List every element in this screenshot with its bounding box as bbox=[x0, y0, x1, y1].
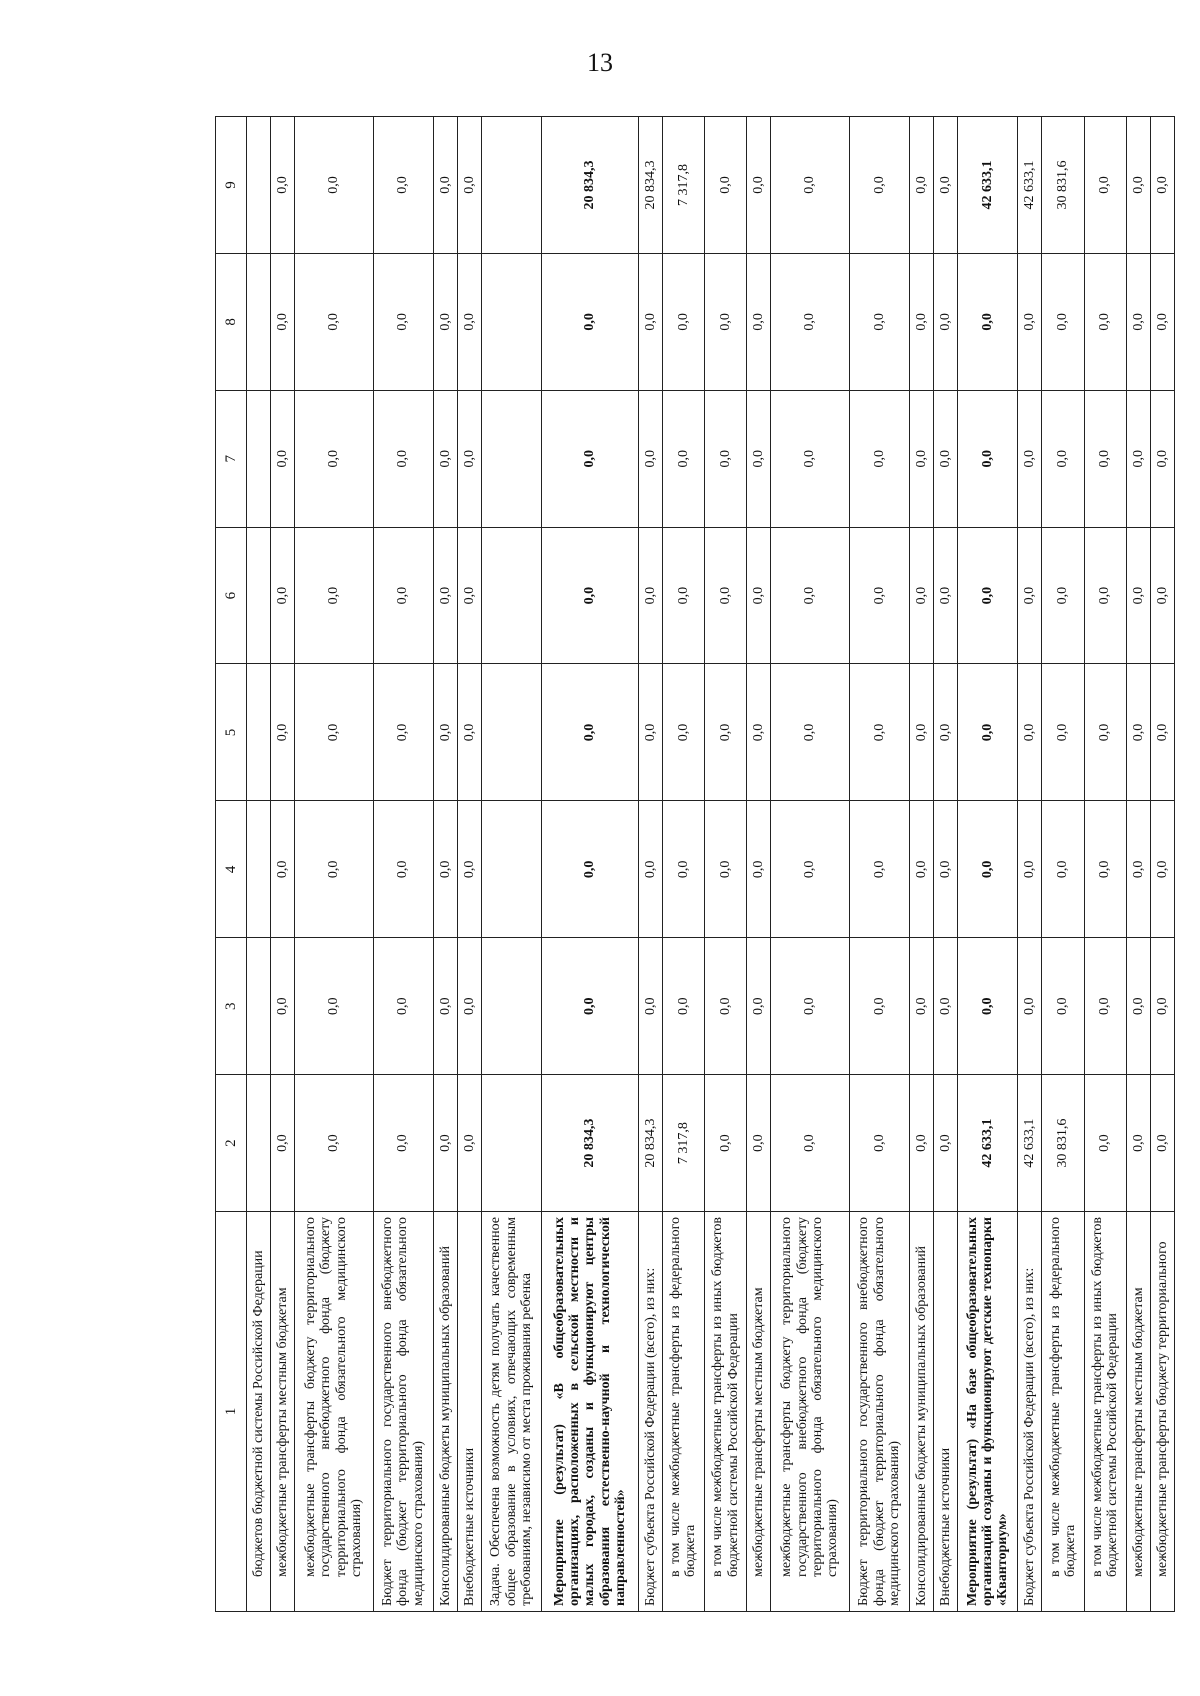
cell-col-5: 0,0 bbox=[1150, 664, 1174, 801]
cell-col-6 bbox=[247, 527, 271, 664]
cell-col-2: 0,0 bbox=[433, 1075, 457, 1212]
cell-col-8: 0,0 bbox=[958, 253, 1018, 390]
cell-col-9: 0,0 bbox=[771, 117, 849, 254]
cell-col-9: 0,0 bbox=[934, 117, 958, 254]
cell-col-4: 0,0 bbox=[1126, 801, 1150, 938]
cell-col-2: 30 831,6 bbox=[1042, 1075, 1084, 1212]
cell-col-4: 0,0 bbox=[1084, 801, 1126, 938]
cell-col-6: 0,0 bbox=[662, 527, 704, 664]
cell-col-7: 0,0 bbox=[271, 390, 295, 527]
col-header-5: 5 bbox=[216, 664, 247, 801]
cell-col-4: 0,0 bbox=[910, 801, 934, 938]
table-row bbox=[271, 117, 295, 1612]
cell-col-2: 0,0 bbox=[457, 1075, 481, 1212]
cell-col-3: 0,0 bbox=[638, 938, 662, 1075]
table-row bbox=[1126, 117, 1150, 1612]
cell-col-6: 0,0 bbox=[457, 527, 481, 664]
row-label: в том числе межбюджетные трансферты из федерального бюджета bbox=[1042, 1212, 1084, 1612]
cell-col-9: 7 317,8 bbox=[662, 117, 704, 254]
cell-col-3 bbox=[247, 938, 271, 1075]
cell-col-2: 0,0 bbox=[747, 1075, 771, 1212]
cell-col-5: 0,0 bbox=[747, 664, 771, 801]
cell-col-4: 0,0 bbox=[542, 801, 639, 938]
row-label: межбюджетные трансферты бюджету территориального bbox=[1150, 1212, 1174, 1612]
row-label: Бюджет субъекта Российской Федерации (всего), из них: bbox=[1018, 1212, 1042, 1612]
cell-col-8 bbox=[481, 253, 541, 390]
row-label: Мероприятие (результат) «В общеобразовательных организациях, расположенных в сельской местности и малых городах, созданы и функционируют центры образования естественно-научной и технологической направленностей» bbox=[542, 1212, 639, 1612]
cell-col-3: 0,0 bbox=[1150, 938, 1174, 1075]
table-row bbox=[662, 117, 704, 1612]
col-header-4: 4 bbox=[216, 801, 247, 938]
cell-col-8 bbox=[247, 253, 271, 390]
table-row bbox=[295, 117, 373, 1612]
table-row bbox=[373, 117, 433, 1612]
cell-col-8: 0,0 bbox=[295, 253, 373, 390]
cell-col-5: 0,0 bbox=[705, 664, 747, 801]
cell-col-8: 0,0 bbox=[910, 253, 934, 390]
cell-col-5: 0,0 bbox=[542, 664, 639, 801]
cell-col-3: 0,0 bbox=[747, 938, 771, 1075]
cell-col-9: 0,0 bbox=[1126, 117, 1150, 254]
cell-col-2: 0,0 bbox=[271, 1075, 295, 1212]
row-label: межбюджетные трансферты местным бюджетам bbox=[747, 1212, 771, 1612]
cell-col-9: 0,0 bbox=[373, 117, 433, 254]
cell-col-4: 0,0 bbox=[433, 801, 457, 938]
cell-col-6: 0,0 bbox=[934, 527, 958, 664]
cell-col-5: 0,0 bbox=[1126, 664, 1150, 801]
cell-col-2: 42 633,1 bbox=[958, 1075, 1018, 1212]
cell-col-3: 0,0 bbox=[433, 938, 457, 1075]
cell-col-6: 0,0 bbox=[1150, 527, 1174, 664]
cell-col-7 bbox=[481, 390, 541, 527]
table-row bbox=[542, 117, 639, 1612]
cell-col-2: 0,0 bbox=[849, 1075, 909, 1212]
cell-col-3: 0,0 bbox=[662, 938, 704, 1075]
cell-col-2: 0,0 bbox=[934, 1075, 958, 1212]
cell-col-7: 0,0 bbox=[1084, 390, 1126, 527]
budget-table bbox=[215, 116, 1175, 1612]
cell-col-6 bbox=[481, 527, 541, 664]
cell-col-3: 0,0 bbox=[1084, 938, 1126, 1075]
cell-col-9 bbox=[247, 117, 271, 254]
cell-col-4: 0,0 bbox=[1042, 801, 1084, 938]
cell-col-9: 30 831,6 bbox=[1042, 117, 1084, 254]
cell-col-2: 42 633,1 bbox=[1018, 1075, 1042, 1212]
cell-col-7: 0,0 bbox=[662, 390, 704, 527]
cell-col-7: 0,0 bbox=[934, 390, 958, 527]
row-label: Внебюджетные источники bbox=[934, 1212, 958, 1612]
cell-col-2: 0,0 bbox=[373, 1075, 433, 1212]
cell-col-9: 0,0 bbox=[747, 117, 771, 254]
cell-col-3: 0,0 bbox=[1018, 938, 1042, 1075]
cell-col-4: 0,0 bbox=[295, 801, 373, 938]
col-header-1: 1 bbox=[216, 1212, 247, 1612]
row-label: бюджетов бюджетной системы Российской Федерации bbox=[247, 1212, 271, 1612]
cell-col-2: 0,0 bbox=[1126, 1075, 1150, 1212]
row-label: межбюджетные трансферты местным бюджетам bbox=[1126, 1212, 1150, 1612]
cell-col-2 bbox=[481, 1075, 541, 1212]
cell-col-7: 0,0 bbox=[457, 390, 481, 527]
table-row bbox=[849, 117, 909, 1612]
col-header-9: 9 bbox=[216, 117, 247, 254]
cell-col-3: 0,0 bbox=[934, 938, 958, 1075]
cell-col-7: 0,0 bbox=[433, 390, 457, 527]
cell-col-6: 0,0 bbox=[1018, 527, 1042, 664]
cell-col-5 bbox=[481, 664, 541, 801]
col-header-7: 7 bbox=[216, 390, 247, 527]
cell-col-7: 0,0 bbox=[295, 390, 373, 527]
cell-col-9: 0,0 bbox=[1084, 117, 1126, 254]
cell-col-6: 0,0 bbox=[1084, 527, 1126, 664]
cell-col-3: 0,0 bbox=[705, 938, 747, 1075]
col-header-2: 2 bbox=[216, 1075, 247, 1212]
cell-col-4: 0,0 bbox=[271, 801, 295, 938]
cell-col-5 bbox=[247, 664, 271, 801]
table-row bbox=[705, 117, 747, 1612]
cell-col-8: 0,0 bbox=[1084, 253, 1126, 390]
cell-col-8: 0,0 bbox=[1042, 253, 1084, 390]
row-label: Бюджет территориального государственного внебюджетного фонда (бюджет территориального фонда обязательного медицинского страхования) bbox=[373, 1212, 433, 1612]
cell-col-6: 0,0 bbox=[849, 527, 909, 664]
row-label: Внебюджетные источники bbox=[457, 1212, 481, 1612]
cell-col-9 bbox=[481, 117, 541, 254]
cell-col-8: 0,0 bbox=[1018, 253, 1042, 390]
cell-col-7: 0,0 bbox=[542, 390, 639, 527]
cell-col-7: 0,0 bbox=[1042, 390, 1084, 527]
table-row bbox=[958, 117, 1018, 1612]
cell-col-9: 20 834,3 bbox=[542, 117, 639, 254]
cell-col-6: 0,0 bbox=[433, 527, 457, 664]
cell-col-3: 0,0 bbox=[771, 938, 849, 1075]
row-label: межбюджетные трансферты бюджету территориального государственного внебюджетного фонда (бюджету территориального фонда обязательного медицинского страхования) bbox=[771, 1212, 849, 1612]
cell-col-3: 0,0 bbox=[910, 938, 934, 1075]
cell-col-3: 0,0 bbox=[295, 938, 373, 1075]
cell-col-5: 0,0 bbox=[849, 664, 909, 801]
row-label: Задача. Обеспечена возможность детям получать качественное общее образование в условиях, отвечающих современным требованиям, независимо от места проживания ребенка bbox=[481, 1212, 541, 1612]
table-row bbox=[910, 117, 934, 1612]
row-label: Консолидированные бюджеты муниципальных образований bbox=[433, 1212, 457, 1612]
cell-col-8: 0,0 bbox=[433, 253, 457, 390]
cell-col-9: 0,0 bbox=[910, 117, 934, 254]
cell-col-2: 0,0 bbox=[295, 1075, 373, 1212]
table-row bbox=[747, 117, 771, 1612]
cell-col-9: 0,0 bbox=[1150, 117, 1174, 254]
cell-col-7: 0,0 bbox=[771, 390, 849, 527]
cell-col-5: 0,0 bbox=[934, 664, 958, 801]
cell-col-6: 0,0 bbox=[638, 527, 662, 664]
cell-col-9: 0,0 bbox=[433, 117, 457, 254]
cell-col-3: 0,0 bbox=[1042, 938, 1084, 1075]
cell-col-2: 20 834,3 bbox=[542, 1075, 639, 1212]
cell-col-6: 0,0 bbox=[271, 527, 295, 664]
row-label: Мероприятие (результат) «На базе общеобразовательных организаций созданы и функционируют детские технопарки «Кванториум» bbox=[958, 1212, 1018, 1612]
cell-col-2: 0,0 bbox=[1150, 1075, 1174, 1212]
cell-col-5: 0,0 bbox=[638, 664, 662, 801]
cell-col-2: 0,0 bbox=[910, 1075, 934, 1212]
col-header-8: 8 bbox=[216, 253, 247, 390]
col-header-3: 3 bbox=[216, 938, 247, 1075]
cell-col-3: 0,0 bbox=[271, 938, 295, 1075]
cell-col-7: 0,0 bbox=[1126, 390, 1150, 527]
cell-col-4: 0,0 bbox=[638, 801, 662, 938]
cell-col-4: 0,0 bbox=[958, 801, 1018, 938]
cell-col-4 bbox=[481, 801, 541, 938]
table-row bbox=[1018, 117, 1042, 1612]
cell-col-8: 0,0 bbox=[271, 253, 295, 390]
cell-col-5: 0,0 bbox=[958, 664, 1018, 801]
cell-col-6: 0,0 bbox=[1126, 527, 1150, 664]
cell-col-5: 0,0 bbox=[1084, 664, 1126, 801]
cell-col-7: 0,0 bbox=[910, 390, 934, 527]
cell-col-7: 0,0 bbox=[1018, 390, 1042, 527]
col-header-6: 6 bbox=[216, 527, 247, 664]
cell-col-5: 0,0 bbox=[295, 664, 373, 801]
cell-col-8: 0,0 bbox=[849, 253, 909, 390]
cell-col-8: 0,0 bbox=[771, 253, 849, 390]
cell-col-6: 0,0 bbox=[747, 527, 771, 664]
row-label: межбюджетные трансферты бюджету территориального государственного внебюджетного фонда (бюджету территориального фонда обязательного медицинского страхования) bbox=[295, 1212, 373, 1612]
row-label: межбюджетные трансферты местным бюджетам bbox=[271, 1212, 295, 1612]
table-row bbox=[638, 117, 662, 1612]
cell-col-9: 0,0 bbox=[295, 117, 373, 254]
cell-col-4: 0,0 bbox=[849, 801, 909, 938]
cell-col-8: 0,0 bbox=[542, 253, 639, 390]
table-row bbox=[934, 117, 958, 1612]
cell-col-3: 0,0 bbox=[373, 938, 433, 1075]
cell-col-8: 0,0 bbox=[705, 253, 747, 390]
cell-col-8: 0,0 bbox=[1126, 253, 1150, 390]
cell-col-5: 0,0 bbox=[433, 664, 457, 801]
row-label: в том числе межбюджетные трансферты из иных бюджетов бюджетной системы Российской Федерации bbox=[1084, 1212, 1126, 1612]
cell-col-7: 0,0 bbox=[638, 390, 662, 527]
cell-col-7: 0,0 bbox=[958, 390, 1018, 527]
cell-col-5: 0,0 bbox=[1018, 664, 1042, 801]
cell-col-4: 0,0 bbox=[747, 801, 771, 938]
cell-col-3: 0,0 bbox=[542, 938, 639, 1075]
cell-col-6: 0,0 bbox=[542, 527, 639, 664]
cell-col-2: 0,0 bbox=[771, 1075, 849, 1212]
table-row bbox=[433, 117, 457, 1612]
cell-col-3: 0,0 bbox=[457, 938, 481, 1075]
cell-col-4: 0,0 bbox=[457, 801, 481, 938]
cell-col-4: 0,0 bbox=[1150, 801, 1174, 938]
cell-col-6: 0,0 bbox=[958, 527, 1018, 664]
cell-col-6: 0,0 bbox=[705, 527, 747, 664]
cell-col-9: 0,0 bbox=[849, 117, 909, 254]
cell-col-5: 0,0 bbox=[662, 664, 704, 801]
cell-col-5: 0,0 bbox=[910, 664, 934, 801]
cell-col-9: 0,0 bbox=[705, 117, 747, 254]
cell-col-5: 0,0 bbox=[271, 664, 295, 801]
cell-col-3 bbox=[481, 938, 541, 1075]
row-label: в том числе межбюджетные трансферты из федерального бюджета bbox=[662, 1212, 704, 1612]
cell-col-7: 0,0 bbox=[705, 390, 747, 527]
header-row bbox=[216, 117, 247, 1612]
table-row bbox=[1084, 117, 1126, 1612]
cell-col-8: 0,0 bbox=[747, 253, 771, 390]
cell-col-7 bbox=[247, 390, 271, 527]
cell-col-7: 0,0 bbox=[747, 390, 771, 527]
table-row bbox=[1150, 117, 1174, 1612]
cell-col-4: 0,0 bbox=[662, 801, 704, 938]
cell-col-8: 0,0 bbox=[373, 253, 433, 390]
cell-col-8: 0,0 bbox=[934, 253, 958, 390]
cell-col-4: 0,0 bbox=[1018, 801, 1042, 938]
cell-col-4 bbox=[247, 801, 271, 938]
cell-col-6: 0,0 bbox=[771, 527, 849, 664]
cell-col-9: 0,0 bbox=[457, 117, 481, 254]
table-row bbox=[771, 117, 849, 1612]
cell-col-5: 0,0 bbox=[771, 664, 849, 801]
cell-col-3: 0,0 bbox=[1126, 938, 1150, 1075]
cell-col-5: 0,0 bbox=[457, 664, 481, 801]
cell-col-2: 7 317,8 bbox=[662, 1075, 704, 1212]
cell-col-6: 0,0 bbox=[295, 527, 373, 664]
table-row bbox=[481, 117, 541, 1612]
table-row bbox=[457, 117, 481, 1612]
cell-col-9: 0,0 bbox=[271, 117, 295, 254]
page-number: 13 bbox=[587, 48, 613, 77]
table-row bbox=[247, 117, 271, 1612]
cell-col-3: 0,0 bbox=[849, 938, 909, 1075]
cell-col-8: 0,0 bbox=[1150, 253, 1174, 390]
cell-col-8: 0,0 bbox=[662, 253, 704, 390]
rotated-table-wrapper bbox=[215, 116, 1175, 1612]
cell-col-2: 20 834,3 bbox=[638, 1075, 662, 1212]
table-row bbox=[1042, 117, 1084, 1612]
cell-col-6: 0,0 bbox=[1042, 527, 1084, 664]
cell-col-2 bbox=[247, 1075, 271, 1212]
cell-col-2: 0,0 bbox=[705, 1075, 747, 1212]
cell-col-5: 0,0 bbox=[373, 664, 433, 801]
cell-col-4: 0,0 bbox=[934, 801, 958, 938]
cell-col-2: 0,0 bbox=[1084, 1075, 1126, 1212]
cell-col-8: 0,0 bbox=[457, 253, 481, 390]
cell-col-9: 42 633,1 bbox=[958, 117, 1018, 254]
cell-col-5: 0,0 bbox=[1042, 664, 1084, 801]
cell-col-4: 0,0 bbox=[373, 801, 433, 938]
row-label: Бюджет субъекта Российской Федерации (всего), из них: bbox=[638, 1212, 662, 1612]
cell-col-9: 20 834,3 bbox=[638, 117, 662, 254]
cell-col-6: 0,0 bbox=[373, 527, 433, 664]
cell-col-7: 0,0 bbox=[1150, 390, 1174, 527]
cell-col-9: 42 633,1 bbox=[1018, 117, 1042, 254]
cell-col-4: 0,0 bbox=[771, 801, 849, 938]
row-label: Консолидированные бюджеты муниципальных образований bbox=[910, 1212, 934, 1612]
row-label: в том числе межбюджетные трансферты из иных бюджетов бюджетной системы Российской Федерации bbox=[705, 1212, 747, 1612]
row-label: Бюджет территориального государственного внебюджетного фонда (бюджет территориального фонда обязательного медицинского страхования) bbox=[849, 1212, 909, 1612]
cell-col-8: 0,0 bbox=[638, 253, 662, 390]
cell-col-3: 0,0 bbox=[958, 938, 1018, 1075]
cell-col-7: 0,0 bbox=[373, 390, 433, 527]
cell-col-7: 0,0 bbox=[849, 390, 909, 527]
cell-col-6: 0,0 bbox=[910, 527, 934, 664]
cell-col-4: 0,0 bbox=[705, 801, 747, 938]
